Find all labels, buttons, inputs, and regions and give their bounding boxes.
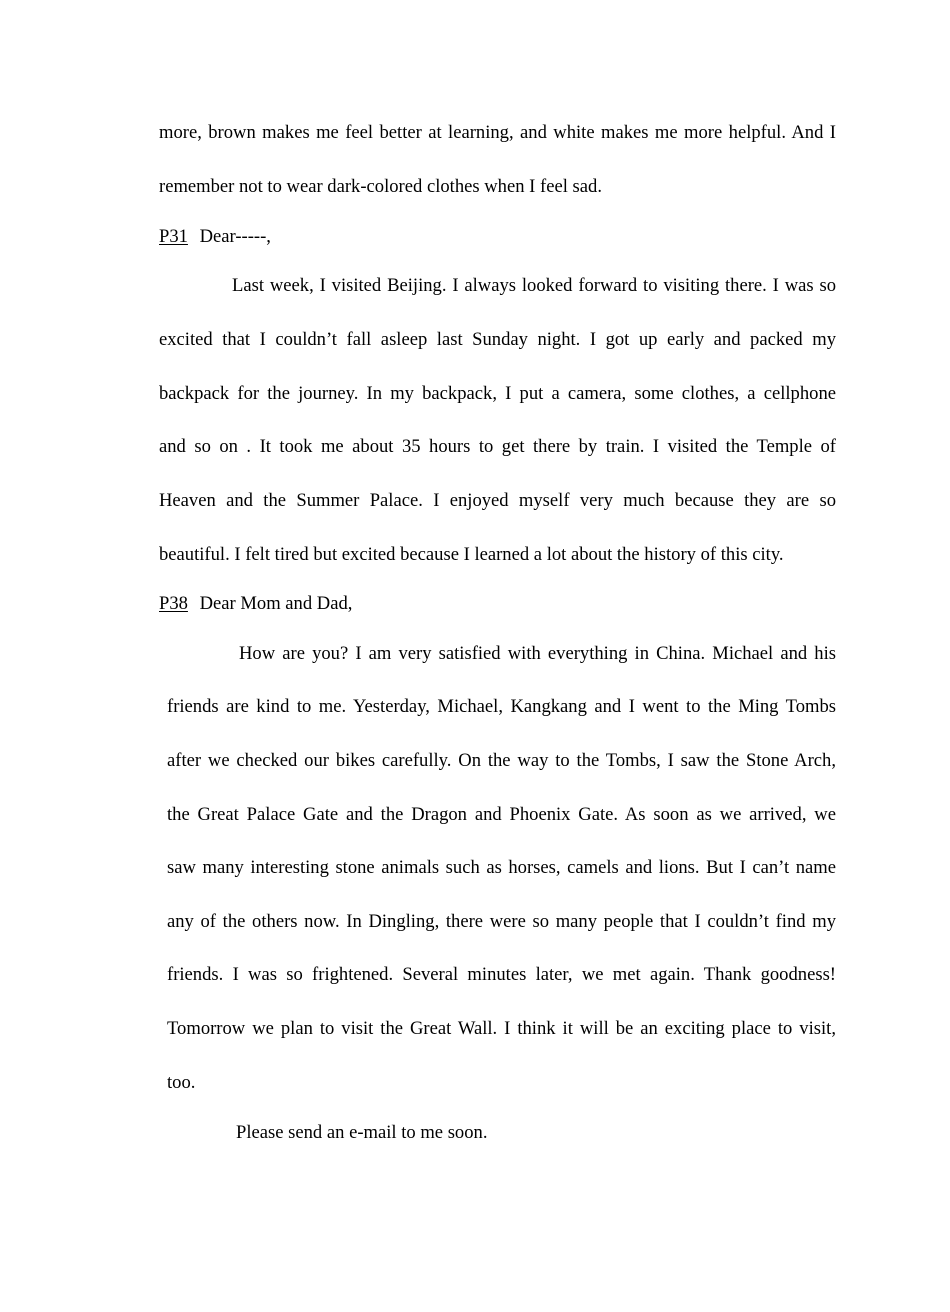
letter-line: too. [167, 1072, 196, 1093]
letter-greeting: Dear Mom and Dad, [199, 593, 353, 614]
letter-line: Last week, I visited Beijing. I always looked forward to visiting there. I was so [232, 275, 836, 296]
page-reference: P31 [159, 226, 188, 247]
letter-line: any of the others now. In Dingling, there were so many people that I couldn’t find my [167, 911, 836, 932]
page-reference: P38 [159, 593, 188, 614]
letter-line: the Great Palace Gate and the Dragon and Phoenix Gate. As soon as we arrived, we [167, 804, 836, 825]
intro-line: more, brown makes me feel better at learning, and white makes me more helpful. And I [159, 122, 836, 143]
letter-line: beautiful. I felt tired but excited because I learned a lot about the history of this city. [159, 544, 784, 565]
letter-line: friends. I was so frightened. Several minutes later, we met again. Thank goodness! [167, 964, 836, 985]
letter-line: Tomorrow we plan to visit the Great Wall. I think it will be an exciting place to visit, [167, 1018, 836, 1039]
letter-line: backpack for the journey. In my backpack, I put a camera, some clothes, a cellphone [159, 383, 836, 404]
letter-line: Heaven and the Summer Palace. I enjoyed myself very much because they are so [159, 490, 836, 511]
letter-line: after we checked our bikes carefully. On the way to the Tombs, I saw the Stone Arch, [167, 750, 836, 771]
section-heading-p31 [159, 226, 271, 248]
letter-line: and so on . It took me about 35 hours to get there by train. I visited the Temple of [159, 436, 836, 457]
letter-line: saw many interesting stone animals such as horses, camels and lions. But I can’t name [167, 857, 836, 878]
section-heading-p38 [159, 593, 352, 615]
intro-line: remember not to wear dark-colored clothes when I feel sad. [159, 176, 602, 197]
letter-line: excited that I couldn’t fall asleep last Sunday night. I got up early and packed my [159, 329, 836, 350]
letter-line: How are you? I am very satisfied with everything in China. Michael and his [239, 643, 836, 664]
letter-line: friends are kind to me. Yesterday, Michael, Kangkang and I went to the Ming Tombs [167, 696, 836, 717]
letter-closing: Please send an e-mail to me soon. [236, 1122, 488, 1143]
letter-greeting: Dear-----, [199, 226, 271, 247]
